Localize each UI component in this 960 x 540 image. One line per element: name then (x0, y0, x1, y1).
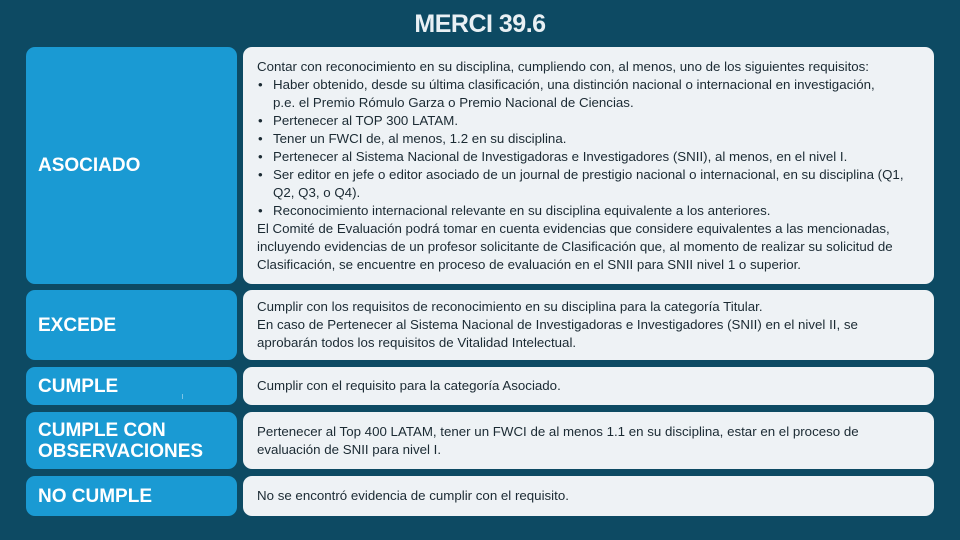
criteria-box-asociado (243, 47, 934, 284)
criteria-text: Cumplir con el requisito para la categoría Asociado. (257, 378, 561, 393)
criteria-box-no-cumple (243, 476, 934, 516)
row-cumple-con-observaciones (26, 412, 934, 469)
criteria-box-excede (243, 290, 934, 360)
criteria-note: El Comité de Evaluación podrá tomar en cuenta evidencias que considere equivalentes a las mencionadas, incluyendo evidencias de un profesor solicitante de Clasificación que, al momento de realizar su solicitud de Clasificación, se encuentre en proceso de evaluación en el SNII para SNII nivel 1 o superior. (257, 220, 893, 272)
list-item: • Reconocimiento internacional relevante en su disciplina equivalente a los anteriores. (257, 202, 924, 220)
category-label-cumple-con-observaciones: CUMPLE CON OBSERVACIONES (26, 412, 237, 469)
criteria-intro: Contar con reconocimiento en su disciplina, cumpliendo con, al menos, uno de los siguientes requisitos: (257, 58, 870, 74)
category-label-cumple: CUMPLE (26, 367, 237, 405)
list-item: • Pertenecer al TOP 300 LATAM. (257, 112, 924, 130)
criteria-box-cumple-con-observaciones (243, 412, 934, 469)
criteria-box-cumple (243, 367, 934, 405)
list-item: • Ser editor en jefe o editor asociado de un journal de prestigio nacional o internacional, en su disciplina (Q1, Q2, Q3, o Q4). (257, 166, 924, 202)
criteria-list (257, 76, 924, 220)
row-asociado (26, 47, 934, 284)
criteria-text: Cumplir con los requisitos de reconocimiento en su disciplina para la categoría Titular. (257, 299, 763, 314)
page-title: MERCI 39.6 (414, 10, 546, 38)
decorative-mark (182, 394, 183, 399)
list-item: • Haber obtenido, desde su última clasificación, una distinción nacional o internacional en investigación, p.e. el Premio Rómulo Garza o Premio Nacional de Ciencias. (257, 76, 924, 112)
criteria-text: En caso de Pertenecer al Sistema Nacional de Investigadoras e Investigadores (SNII) en el nivel II, se aprobarán todos los requisitos de Vitalidad Intelectual. (257, 317, 858, 350)
category-label-no-cumple: NO CUMPLE (26, 476, 237, 516)
list-item: • Tener un FWCI de, al menos, 1.2 en su disciplina. (257, 130, 924, 148)
criteria-text: No se encontró evidencia de cumplir con el requisito. (257, 488, 569, 503)
category-label-excede: EXCEDE (26, 290, 237, 360)
list-item: • Pertenecer al Sistema Nacional de Investigadoras e Investigadores (SNII), al menos, en el nivel I. (257, 148, 924, 166)
row-cumple (26, 367, 934, 405)
row-no-cumple (26, 476, 934, 516)
row-excede (26, 290, 934, 360)
criteria-text: Pertenecer al Top 400 LATAM, tener un FWCI de al menos 1.1 en su disciplina, estar en el proceso de evaluación de SNII para nivel I. (257, 423, 859, 457)
category-label-asociado: ASOCIADO (26, 47, 237, 284)
